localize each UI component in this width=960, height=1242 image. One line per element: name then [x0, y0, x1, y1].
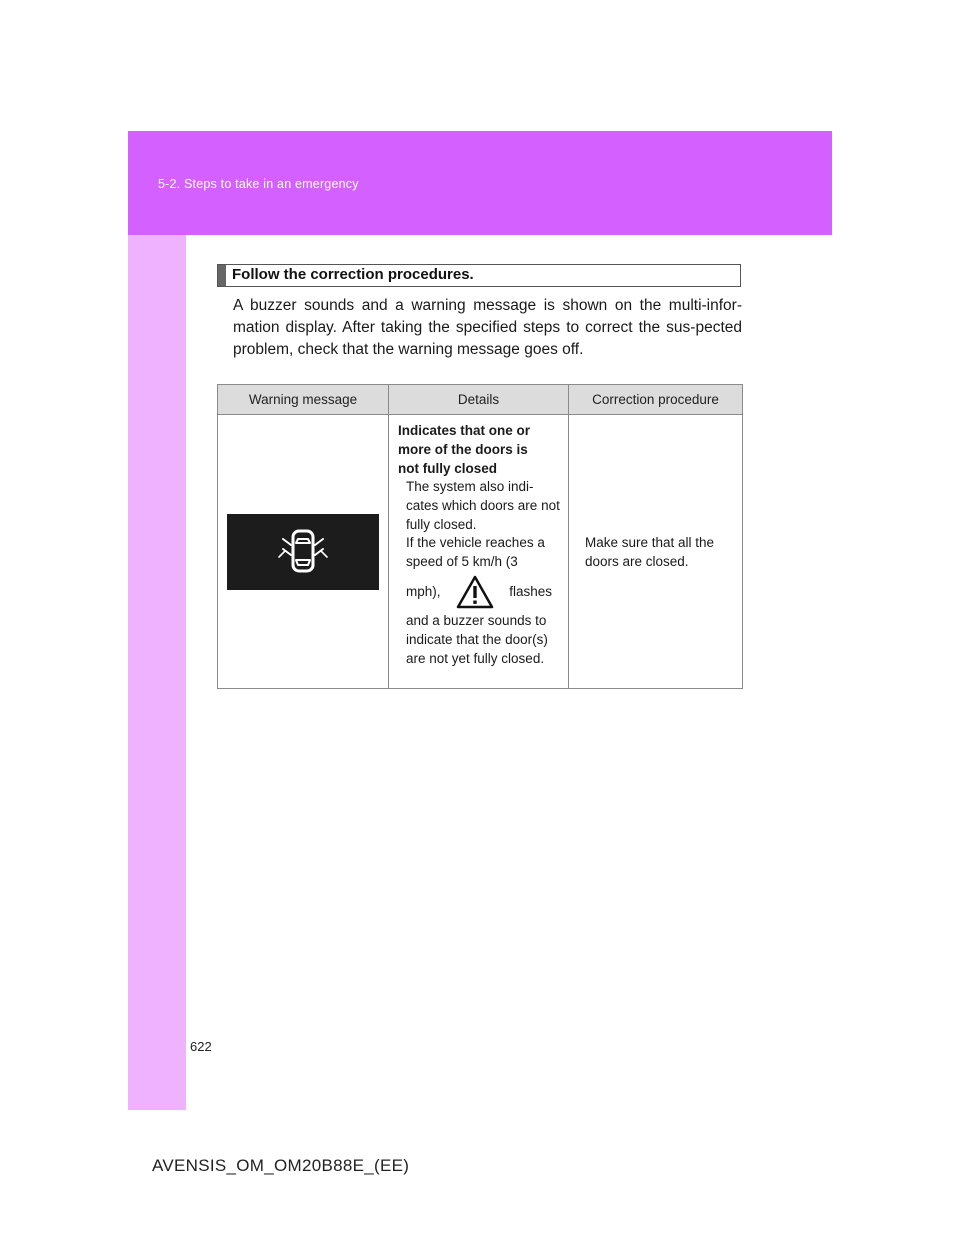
- side-strip: [128, 235, 186, 1110]
- section-breadcrumb: 5-2. Steps to take in an emergency: [158, 177, 359, 191]
- header-warning-message: Warning message: [218, 385, 389, 415]
- details-line1: The system also indi-cates which doors are not fully closed.: [406, 479, 560, 532]
- details-line2: If the vehicle reaches a speed of 5 km/h (3: [406, 535, 545, 570]
- table-header-row: [218, 385, 743, 415]
- document-code: AVENSIS_OM_OM20B88E_(EE): [152, 1156, 410, 1175]
- warning-display-cell: [218, 415, 389, 689]
- intro-paragraph: A buzzer sounds and a warning message is shown on the multi-infor-mation display. After taking the specified steps to correct the sus-pected problem, check that the warning message goes off.: [233, 297, 742, 358]
- details-cell: [389, 415, 569, 689]
- warning-triangle-icon: [455, 574, 495, 610]
- details-title: Indicates that one or more of the doors is not fully closed: [398, 423, 531, 476]
- door-open-warning-icon: [273, 527, 333, 577]
- header-correction: Correction procedure: [569, 385, 743, 415]
- details-body: [398, 478, 560, 668]
- warning-table: [217, 384, 743, 689]
- table-row: [218, 415, 743, 689]
- details-flashes: flashes: [509, 583, 552, 599]
- correction-cell: Make sure that all the doors are closed.: [569, 415, 743, 689]
- heading-text: Follow the correction procedures.: [232, 266, 474, 283]
- header-details: Details: [389, 385, 569, 415]
- page-number: 622: [190, 1039, 212, 1054]
- details-line3: and a buzzer sounds to indicate that the door(s) are not yet fully closed.: [406, 612, 548, 666]
- heading-marker: [218, 265, 226, 286]
- section-heading: [217, 264, 741, 287]
- details-inline-row: [406, 572, 560, 612]
- multi-info-display: [227, 514, 379, 590]
- details-mph: mph),: [406, 583, 441, 599]
